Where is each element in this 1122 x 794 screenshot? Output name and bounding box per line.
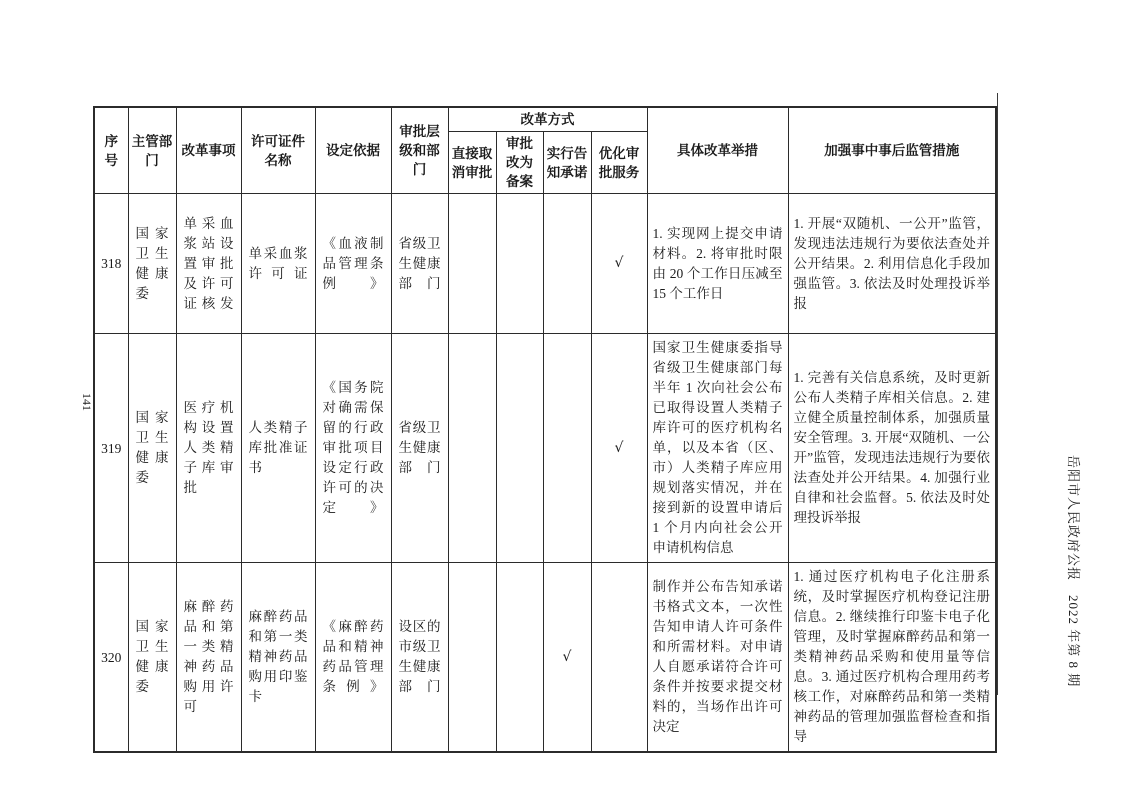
cell-license-name: 人类精子库批准证书 (241, 334, 315, 563)
cell-basis: 《血液制品管理条例》 (315, 194, 391, 334)
cell-department: 国家卫生健康委 (128, 563, 176, 753)
header-department: 主管部门 (128, 107, 176, 194)
cell-supervision-measures: 1. 通过医疗机构电子化注册系统，及时掌握医疗机构登记注册信息。2. 继续推行印鉴卡电子化管理，及时掌握麻醉药品和第一类精神药品采购和使用量等信息。3. 通过医疗机构合理用药考核工作，对麻醉药品和第一类精神药品的管理加强监督检查和指导 (788, 563, 996, 753)
table-row (94, 334, 996, 563)
cell-check-optimize (591, 563, 647, 753)
cell-check-commitment (543, 194, 591, 334)
cell-basis: 《麻醉药品和精神药品管理条例》 (315, 563, 391, 753)
table-row (94, 563, 996, 753)
header-approval-level: 审批层级和部门 (391, 107, 448, 194)
header-row-top (94, 107, 996, 132)
cell-reform-item: 麻醉药品和第一类精神药品购用许可 (176, 563, 241, 753)
cell-serial: 320 (94, 563, 128, 753)
table-row (94, 194, 996, 334)
cell-serial: 318 (94, 194, 128, 334)
cell-check-cancel (448, 194, 496, 334)
header-reform-method-group: 改革方式 (448, 107, 647, 132)
header-license-name: 许可证件名称 (241, 107, 315, 194)
cell-supervision-measures: 1. 完善有关信息系统，及时更新公布人类精子库相关信息。2. 建立健全质量控制体系，加强质量安全管理。3. 开展“双随机、一公开”监管，发现违法违规行为要依法查处并公开结果。4. 加强行业自律和社会监督。5. 依法及时处理投诉举报 (788, 334, 996, 563)
cell-check-commitment: √ (543, 563, 591, 753)
page-number: 141 (80, 393, 94, 411)
cell-check-record (496, 563, 543, 753)
gazette-approval-reform-table (93, 106, 997, 753)
header-basis: 设定依据 (315, 107, 391, 194)
cell-check-record (496, 334, 543, 563)
cell-license-name: 单采血浆许可证 (241, 194, 315, 334)
cell-basis: 《国务院对确需保留的行政审批项目设定行政许可的决定》 (315, 334, 391, 563)
gazette-side-caption: 岳阳市人民政府公报 2022 年第 8 期 (1066, 455, 1081, 688)
page-side-rule (997, 93, 998, 695)
cell-approval-level: 省级卫生健康部门 (391, 334, 448, 563)
header-serial: 序号 (94, 107, 128, 194)
cell-serial: 319 (94, 334, 128, 563)
header-notification-commitment: 实行告知承诺 (543, 132, 591, 194)
cell-specific-measures: 国家卫生健康委指导省级卫生健康部门每半年 1 次向社会公布已取得设置人类精子库许可的医疗机构名单，以及本省（区、市）人类精子库应用规划落实情况，并在接到新的设置申请后 1 个月内向社会公开申请机构信息 (647, 334, 788, 563)
cell-reform-item: 医疗机构设置人类精子库审批 (176, 334, 241, 563)
header-optimize-service: 优化审批服务 (591, 132, 647, 194)
header-change-to-record: 审批改为备案 (496, 132, 543, 194)
header-direct-cancel: 直接取消审批 (448, 132, 496, 194)
cell-approval-level: 设区的市级卫生健康部门 (391, 563, 448, 753)
cell-check-record (496, 194, 543, 334)
cell-supervision-measures: 1. 开展“双随机、一公开”监管，发现违法违规行为要依法查处并公开结果。2. 利用信息化手段加强监管。3. 依法及时处理投诉举报 (788, 194, 996, 334)
cell-license-name: 麻醉药品和第一类精神药品购用印鉴卡 (241, 563, 315, 753)
header-supervision-measures: 加强事中事后监管措施 (788, 107, 996, 194)
header-reform-item: 改革事项 (176, 107, 241, 194)
cell-department: 国家卫生健康委 (128, 194, 176, 334)
cell-check-commitment (543, 334, 591, 563)
cell-department: 国家卫生健康委 (128, 334, 176, 563)
header-specific-measures: 具体改革举措 (647, 107, 788, 194)
cell-check-optimize: √ (591, 194, 647, 334)
cell-check-cancel (448, 563, 496, 753)
cell-approval-level: 省级卫生健康部门 (391, 194, 448, 334)
cell-check-optimize: √ (591, 334, 647, 563)
cell-specific-measures: 制作并公布告知承诺书格式文本，一次性告知申请人许可条件和所需材料。对申请人自愿承诺符合许可条件并按要求提交材料的，当场作出许可决定 (647, 563, 788, 753)
cell-reform-item: 单采血浆站设置审批及许可证核发 (176, 194, 241, 334)
cell-check-cancel (448, 334, 496, 563)
cell-specific-measures: 1. 实现网上提交申请材料。2. 将审批时限由 20 个工作日压减至 15 个工作日 (647, 194, 788, 334)
